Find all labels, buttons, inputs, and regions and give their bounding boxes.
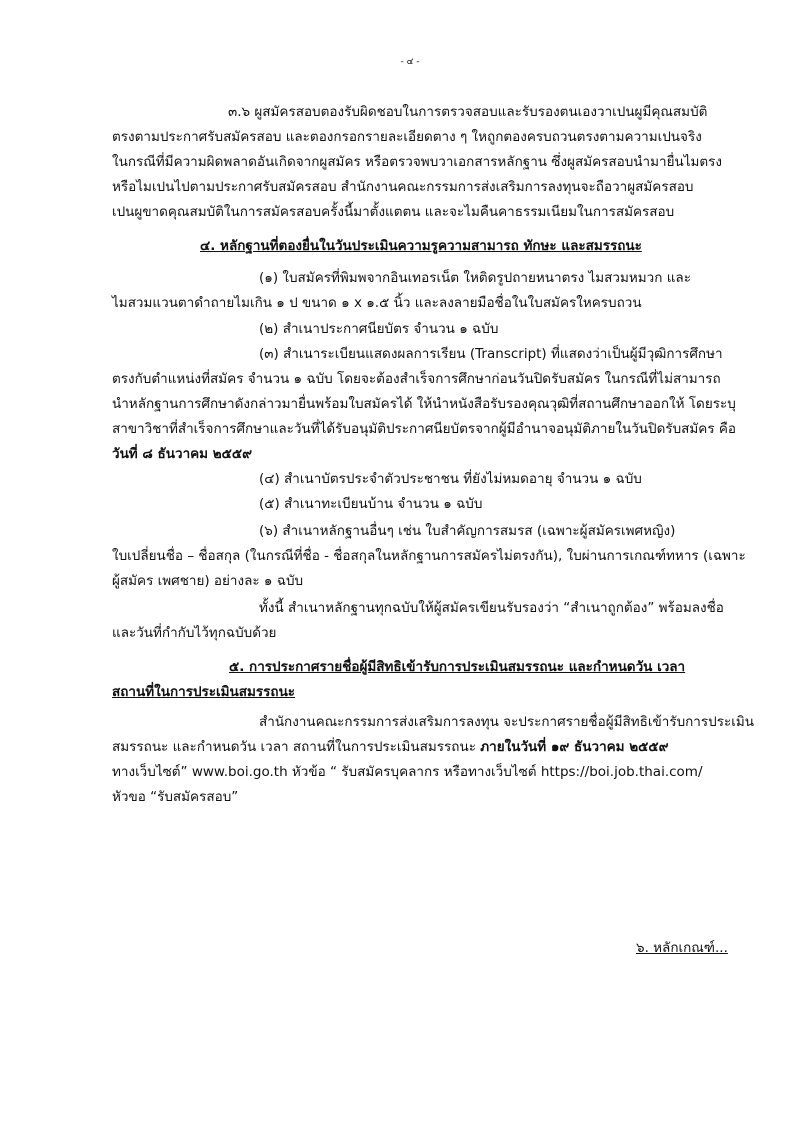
section-4-heading: ๔. หลักฐานที่ตองยื่นในวันประเมินความรูความสามารถ ทักษะ และสมรรถนะ [200, 238, 642, 254]
section-5-website-line: ทางเว็บไซต์” www.boi.go.th หัวข้อ “ รับสมัครบุคลากร หรือทางเว็บไซต์ https://boi.job.thai.com/ [112, 764, 703, 780]
certification-note-line: ทั้งนี้ สําเนาหลักฐานทุกฉบับให้ผู้สมัครเขียนรับรองว่า “สําเนาถูกต้อง” พร้อมลงชื่อ [259, 600, 724, 616]
document-item-3-line: (๓) สําเนาระเบียนแสดงผลการเรียน (Transcript) ที่แสดงว่าเป็นผู้มีวุฒิการศึกษา [259, 346, 723, 362]
section-3-6-line: ตรงตามประกาศรับสมัครสอบ และตองกรอกรายละเอียดตาง ๆ ใหถูกตองครบถวนตรงตามความเปนจริง [112, 129, 702, 145]
document-item-1-line: (๑) ใบสมัครที่พิมพจากอินเทอรเน็ต ใหติดรูปถายหนาตรง ไมสวมหมวก และ [259, 270, 691, 286]
document-item-1-line: ไมสวมแวนตาดําถายไมเกิน ๑ ป ขนาด ๑ x ๑.๕ นิ้ว และลงลายมือชื่อในใบสมัครใหครบถวน [112, 295, 642, 311]
document-item-6-line: ใบเปลี่ยนชื่อ – ชื่อสกุล (ในกรณีที่ชื่อ - ชื่อสกุลในหลักฐานการสมัครไม่ตรงกัน), ใบผ่านการเกณฑ์ทหาร (เฉพาะ [112, 548, 746, 564]
announcement-date: ภายในวันที่ ๑๙ ธันวาคม ๒๕๕๙ [480, 739, 669, 755]
section-3-6-line: ๓.๖ ผูสมัครสอบตองรับผิดชอบในการตรวจสอบและรับรองตนเองวาเปนผูมีคุณสมบัติ [228, 104, 708, 120]
document-item-3-line: สาขาวิชาที่สําเร็จการศึกษาและวันที่ได้รับอนุมัติประกาศนียบัตรจากผู้มีอํานาจอนุมัติภายในวันปิดรับสมัคร คือ [112, 421, 737, 437]
section-5-heading: ๕. การประกาศรายชื่อผู้มีสิทธิเข้ารับการประเมินสมรรถนะ และกําหนดวัน เวลา [229, 659, 686, 675]
next-page-continuation: ๖. หลักเกณฑ์... [636, 940, 728, 956]
document-item-3-date: วันที่ ๘ ธันวาคม ๒๕๕๙ [112, 446, 253, 462]
document-item-3-line: ตรงกับตําแหน่งที่สมัคร จํานวน ๑ ฉบับ โดยจะต้องสําเร็จการศึกษาก่อนวันปิดรับสมัคร ในกรณีที่ไม่สามารถ [112, 371, 721, 387]
section-3-6-line: เปนผูขาดคุณสมบัติในการสมัครสอบครั้งนี้มาตั้งแตตน และจะไมคืนคาธรรมเนียมในการสมัครสอบ [112, 204, 675, 220]
page-number: - ๔ - [400, 57, 420, 67]
document-item-2: (๒) สําเนาประกาศนียบัตร จํานวน ๑ ฉบับ [259, 321, 499, 337]
section-5-body-line: หัวขอ “รับสมัครสอบ” [112, 789, 239, 805]
section-3-6-line: ในกรณีที่มีความผิดพลาดอันเกิดจากผูสมัคร หรือตรวจพบวาเอกสารหลักฐาน ซึ่งผูสมัครสอบนํามายื่นไมตรง [112, 154, 723, 170]
certification-note-line: และวันที่กำกับไว้ทุกฉบับด้วย [112, 625, 277, 641]
section-5-heading: สถานที่ในการประเมินสมรรถนะ [112, 684, 296, 700]
section-3-6-line: หรือไมเปนไปตามประกาศรับสมัครสอบ สํานักงานคณะกรรมการส่งเสริมการลงทุนจะถือวาผูสมัครสอบ [112, 179, 694, 195]
section-5-body-line [112, 739, 669, 755]
document-item-6-line: (๖) สําเนาหลักฐานอื่นๆ เช่น ใบสําคัญการสมรส (เฉพาะผู้สมัครเพศหญิง) [259, 523, 676, 539]
document-item-4: (๔) สําเนาบัตรประจําตัวประชาชน ที่ยังไม่หมดอายุ จํานวน ๑ ฉบับ [259, 471, 642, 487]
document-item-3-line: นําหลักฐานการศึกษาดังกล่าวมายื่นพร้อมใบสมัครได้ ให้นําหนังสือรับรองคุณวุฒิที่สถานศึกษาออกให้ โดยระบุ [112, 396, 736, 412]
document-item-5: (๕) สําเนาทะเบียนบ้าน จํานวน ๑ ฉบับ [259, 496, 483, 512]
section-5-body-line: สํานักงานคณะกรรมการส่งเสริมการลงทุน จะประกาศรายชื่อผู้มีสิทธิเข้ารับการประเมิน [259, 714, 754, 730]
section-5-body-text: สมรรถนะ และกําหนดวัน เวลา สถานที่ในการประเมินสมรรถนะ [112, 739, 481, 755]
document-item-6-line: ผู้สมัคร เพศชาย) อย่างละ ๑ ฉบับ [112, 573, 304, 589]
